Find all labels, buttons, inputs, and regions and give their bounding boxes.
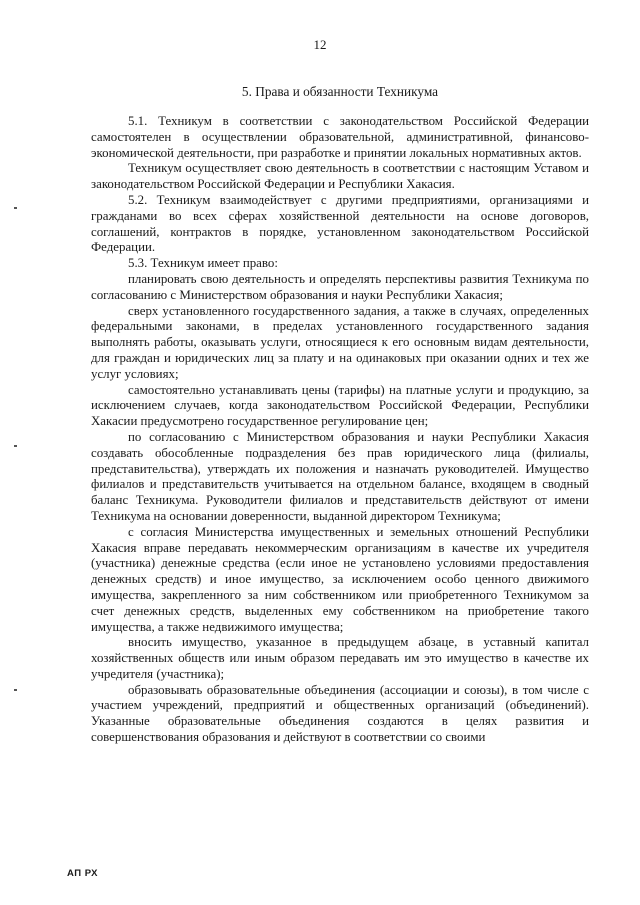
paragraph-5-1: 5.1. Техникум в соответствии с законодательством Российской Федерации самостоятелен в осуществлении образовательной, административной, финансово-экономической деятельности, при разработке и принятии локальных нормативных актов. [91, 114, 589, 160]
document-body [91, 83, 589, 746]
right-planning: планировать свою деятельность и определять перспективы развития Техникума по согласованию с Министерством образования и науки Республики Хакасия; [91, 271, 589, 302]
section-title: 5. Права и обязанности Техникума [241, 84, 439, 99]
right-transfer-funds: с согласия Министерства имущественных и земельных отношений Республики Хакасия вправе передавать некоммерческим организациям в качестве их учредителя (участника) денежные средства (если иное не установлено условиями предоставления денежных средств) и иное имущество, за исключением особо ценного движимого имущества, закрепленного за ним собственником или приобретенного Техникумом за счет денежных средств, выделенных ему собственником на приобретение такого имущества, а также недвижимого имущества; [91, 524, 589, 634]
footer-stamp: АП РХ [67, 868, 99, 879]
paragraph-5-2: 5.2. Техникум взаимодействует с другими предприятиями, организациями и гражданами во всех сферах хозяйственной деятельности на основе договоров, соглашений, контрактов в порядке, установленном законодательством Российской Федерации. [91, 192, 589, 255]
scan-speck [14, 689, 17, 691]
scan-speck [14, 207, 17, 209]
right-branches: по согласованию с Министерством образования и науки Республики Хакасия создавать обособленные подразделения без прав юридического лица (филиалы, представительства), утверждать их положения и назначать руководителей. Имущество филиалов и представительств учитывается на отдельном балансе, входящем в сводный баланс Техникума. Руководители филиалов и представительств действуют от имени Техникума на основании доверенности, выданной директором Техникума; [91, 429, 589, 523]
right-paid-services: сверх установленного государственного задания, а также в случаях, определенных федеральными законами, в пределах установленного государственного задания выполнять работы, оказывать услуги, относящиеся к его основным видам деятельности, для граждан и юридических лиц за плату и на одинаковых при оказании одних и тех же услуг условиях; [91, 303, 589, 381]
paragraph-activity-basis: Техникум осуществляет свою деятельность в соответствии с настоящим Уставом и законодательством Российской Федерации и Республики Хакасия. [91, 161, 589, 192]
page-number: 12 [313, 37, 327, 52]
paragraph-5-3: 5.3. Техникум имеет право: [128, 256, 278, 271]
right-associations: образовывать образовательные объединения (ассоциации и союзы), в том числе с участием учреждений, предприятий и общественных организаций (объединений). Указанные образовательные объединения создаются в целях развития и совершенствования образования и действуют в соответствии со своими [91, 682, 589, 745]
scan-speck [14, 445, 17, 447]
right-pricing: самостоятельно устанавливать цены (тарифы) на платные услуги и продукцию, за исключением случаев, когда законодательством Российской Федерации, Республики Хакасии предусмотрено государственное регулирование цен; [91, 382, 589, 429]
right-contribute-property: вносить имущество, указанное в предыдущем абзаце, в уставный капитал хозяйственных обществ или иным образом передавать им это имущество в качестве их учредителя (участника); [91, 635, 589, 681]
